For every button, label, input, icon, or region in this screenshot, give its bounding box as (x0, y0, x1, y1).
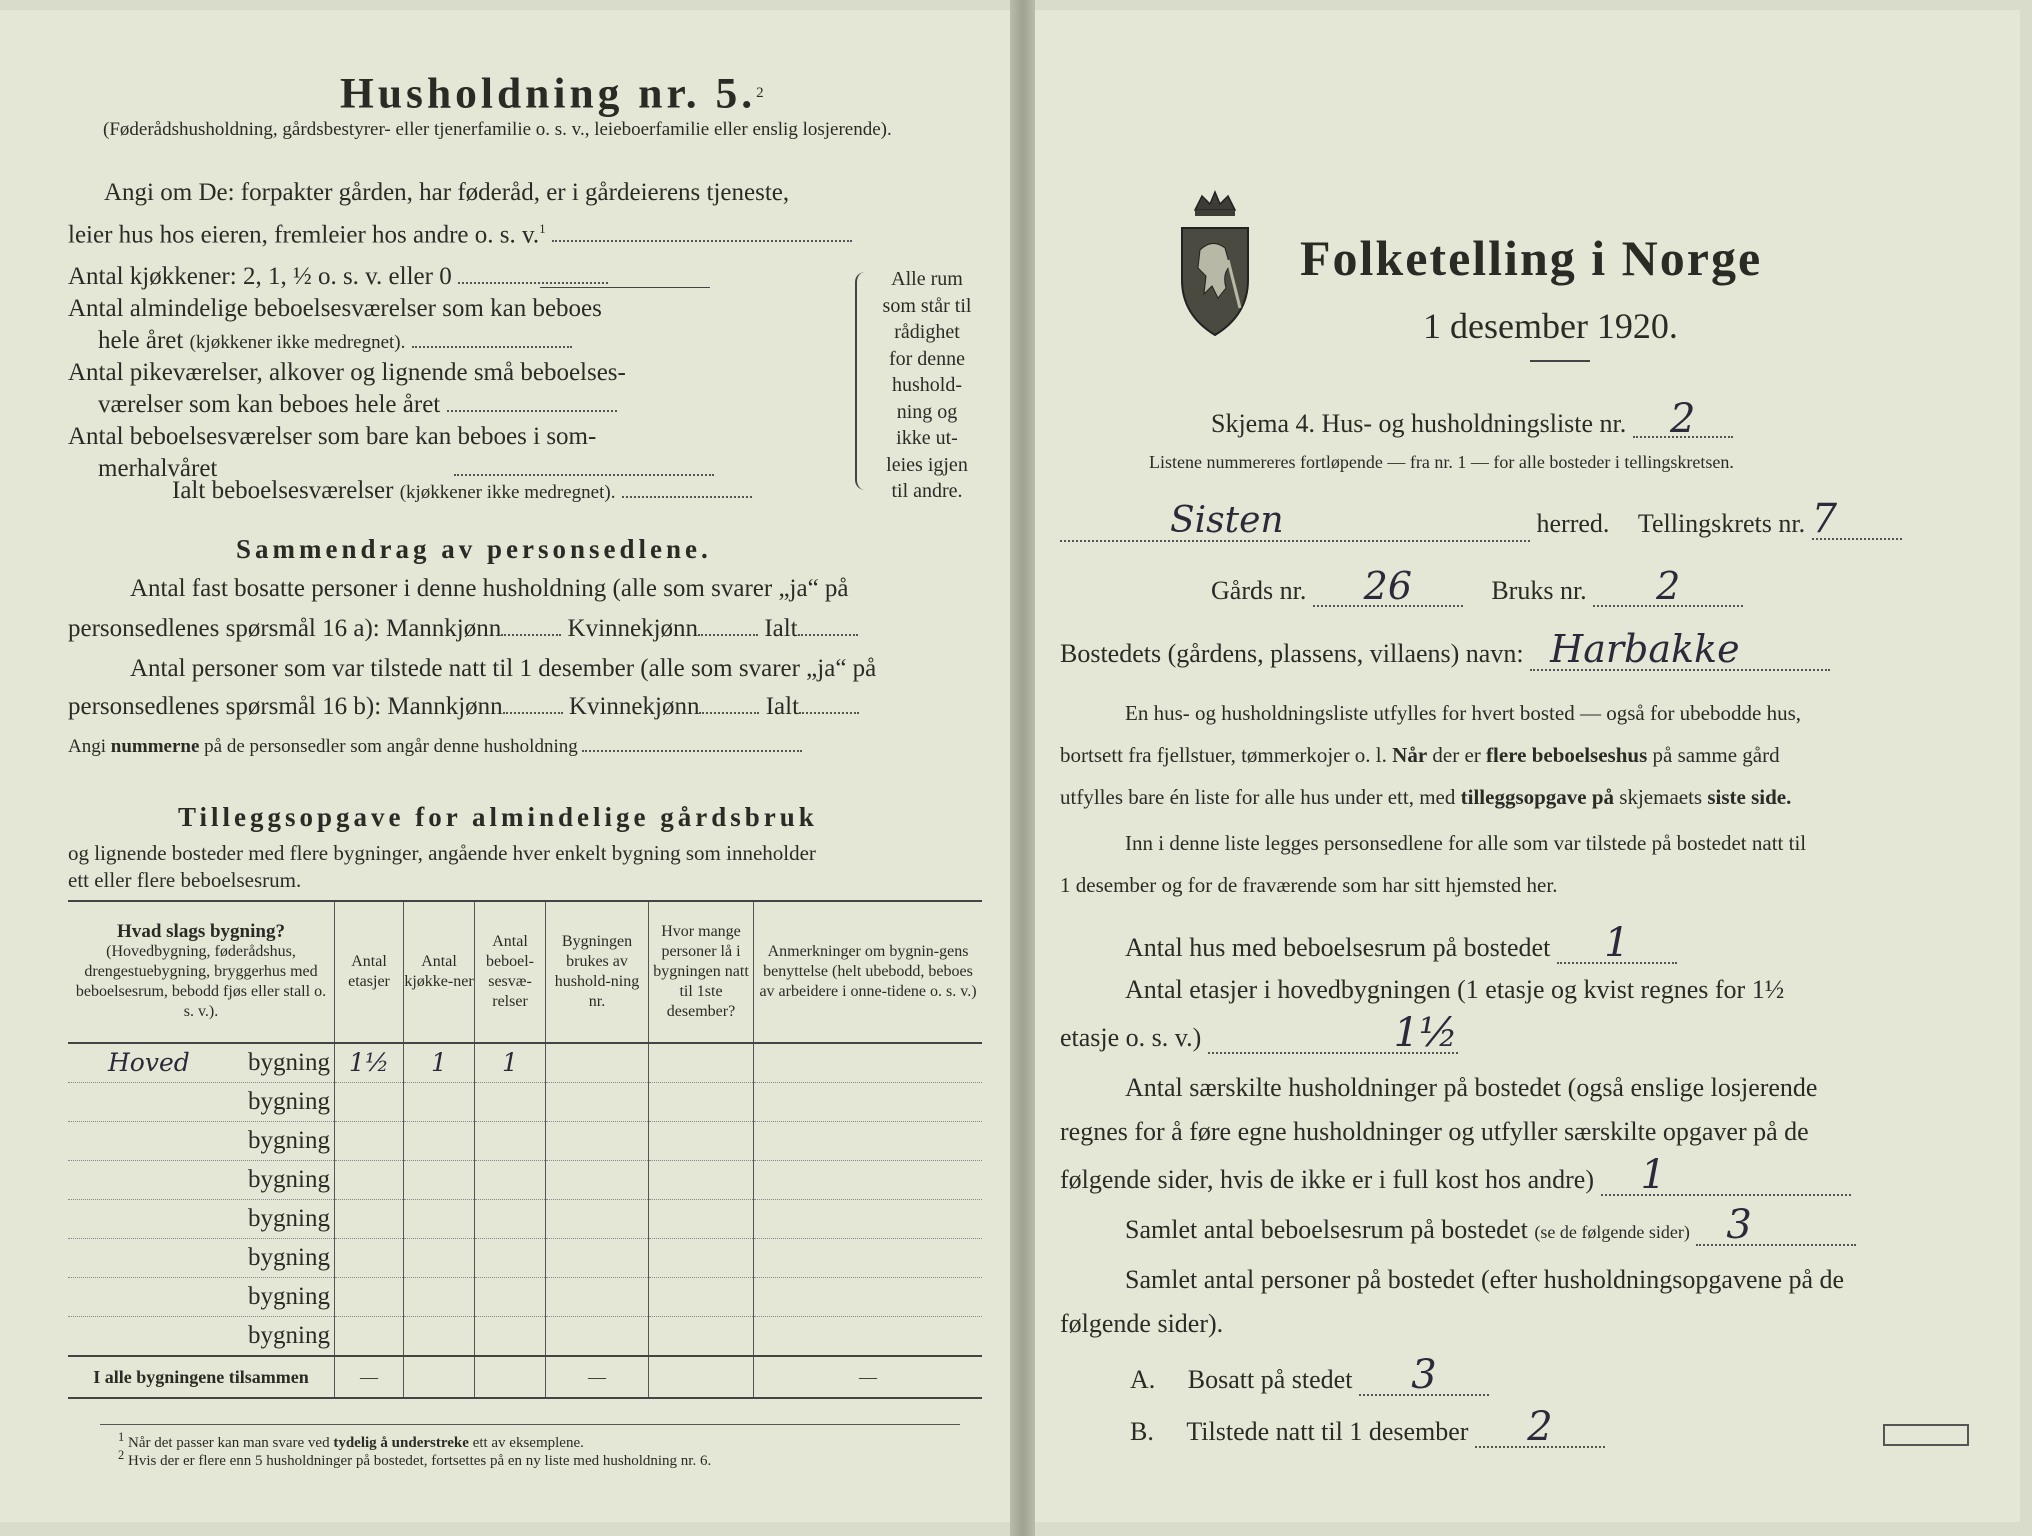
etasjer-cell[interactable] (335, 1161, 404, 1200)
sammendrag-title: Sammendrag av personsedlene. (236, 534, 712, 564)
vaerelser-cell[interactable] (475, 1161, 546, 1200)
footnote-1: $^1$ Når det passer kan man svare ved tydelig å understreke ett av eksemplene. (118, 1430, 584, 1451)
personer-cell[interactable] (649, 1161, 754, 1200)
kjokkener-cell[interactable] (404, 1161, 475, 1200)
skjema-number-field[interactable]: 2 (1633, 402, 1733, 438)
total-row (68, 1356, 982, 1398)
tellingskrets-field[interactable]: 7 (1812, 500, 1902, 540)
etasjer-cell[interactable] (335, 1317, 404, 1357)
bosted-line: Bostedets (gårdens, plassens, villaens) navn: Harbakke (1060, 630, 1830, 674)
title-rule (1530, 360, 1590, 362)
bosted-field[interactable]: Harbakke (1530, 630, 1830, 671)
building-type-cell[interactable]: bygning (68, 1239, 335, 1278)
samlet-rum-line: Samlet antal beboelsesrum på bostedet (se de følgende sider) 3 (1125, 1206, 1856, 1252)
fast-line-2: personsedlenes spørsmål 16 a): Mannkjønn Kvinnekjønn Ialt (68, 612, 858, 646)
almindelige-line-1: Antal almindelige beboelsesværelser som kan beboes (68, 295, 602, 322)
building-type-cell[interactable]: bygning (68, 1200, 335, 1239)
hus-field[interactable]: 1 (1557, 924, 1677, 964)
instructions-2b: 1 desember og for de fraværende som har sitt hjemsted her. (1060, 873, 1558, 897)
kjokkener-cell[interactable]: 1 (404, 1043, 475, 1083)
kjokkener-underline (540, 287, 710, 288)
table-row (68, 1083, 982, 1122)
husholdning-cell[interactable] (546, 1278, 649, 1317)
etasjer-line-1: Antal etasjer i hovedbygningen (1 etasje og kvist regnes for 1½ (1125, 975, 1785, 1004)
anmerkninger-cell[interactable] (754, 1278, 983, 1317)
header-type: Hvad slags bygning? (Hovedbygning, føderådshus, drengestuebygning, bryggerhus med beboelsesrum, bebodd fjøs eller stall o. s. v.). (68, 901, 335, 1043)
pike-line-2: værelser som kan beboes hele året (98, 388, 617, 422)
household-intro: (Føderådshusholdning, gårdsbestyrer- eller tjenerfamilie o. s. v., leieboerfamilie eller enslig losjerende). (103, 119, 892, 140)
total-kjokkener[interactable] (404, 1356, 475, 1398)
saerskilte-line-3: følgende sider, hvis de ikke er i full kost hos andre) 1 (1060, 1156, 1851, 1200)
bruks-field[interactable]: 2 (1593, 568, 1743, 607)
coat-of-arms-icon (1170, 190, 1260, 340)
personer-cell[interactable] (649, 1278, 754, 1317)
personer-cell[interactable] (649, 1317, 754, 1357)
personer-cell[interactable] (649, 1043, 754, 1083)
kjokkener-line: Antal kjøkkener: 2, 1, ½ o. s. v. eller 0 (68, 260, 608, 294)
etasjer-cell[interactable] (335, 1200, 404, 1239)
samlet-pers-line-2: følgende sider). (1060, 1309, 1224, 1338)
angi-line-1: Angi om De: forpakter gården, har føderåd, er i gårdeierens tjeneste, (104, 179, 790, 206)
ialt-line: Ialt beboelsesværelser (kjøkkener ikke medregnet). (172, 474, 752, 510)
ialt-answer[interactable] (622, 496, 752, 498)
husholdning-cell[interactable] (546, 1122, 649, 1161)
building-type-cell[interactable]: bygning (68, 1161, 335, 1200)
household-title: Husholdning nr. 5.$^2$ (340, 69, 764, 118)
total-personer[interactable] (649, 1356, 754, 1398)
anmerkninger-cell[interactable] (754, 1200, 983, 1239)
right-page (1035, 10, 2020, 1522)
building-table-header (68, 901, 982, 1043)
sommer-line-2: merhalvåret (98, 452, 714, 486)
pike-answer[interactable] (447, 410, 617, 412)
tillegg-line-1: og lignende bosteder med flere bygninger, angående hver enkelt bygning som inneholder (68, 841, 816, 865)
vaerelser-cell[interactable] (475, 1317, 546, 1357)
total-husholdning: — (546, 1356, 649, 1398)
etasjer-cell[interactable]: 1½ (335, 1043, 404, 1083)
vaerelser-cell[interactable] (475, 1239, 546, 1278)
instructions-2a: Inn i denne liste legges personsedlene for alle som var tilstede på bostedet natt til (1125, 831, 1807, 855)
fast-line-1: Antal fast bosatte personer i denne husholdning (alle som svarer „ja“ på (130, 575, 849, 602)
angi-line-2: leier hus hos eieren, fremleier hos andre o. s. v.$^1$ (68, 212, 852, 252)
header-husholdning: Bygningen brukes av hushold-ning nr. (546, 901, 649, 1043)
pike-line-1: Antal pikeværelser, alkover og lignende små beboelses- (68, 359, 626, 386)
building-type-cell[interactable]: bygning (68, 1317, 335, 1357)
etasjer-cell[interactable] (335, 1278, 404, 1317)
kjokkener-cell[interactable] (404, 1083, 475, 1122)
fast-kvinne-answer[interactable] (698, 634, 758, 636)
kjokkener-cell[interactable] (404, 1200, 475, 1239)
anmerkninger-cell[interactable] (754, 1043, 983, 1083)
header-personer: Hvor mange personer lå i bygningen natt til 1ste desember? (649, 901, 754, 1043)
herred-line: Sisten herred. Tellingskrets nr. 7 (1060, 500, 1902, 544)
saerskilte-line-1: Antal særskilte husholdninger på bostedet (også enslige losjerende (1125, 1073, 1818, 1102)
vaerelser-cell[interactable] (475, 1122, 546, 1161)
samlet-pers-line-1: Samlet antal personer på bostedet (efter husholdningsopgavene på de (1125, 1265, 1845, 1294)
table-row (68, 1043, 982, 1083)
total-label: I alle bygningene tilsammen (68, 1356, 335, 1398)
vaerelser-cell[interactable]: 1 (475, 1043, 546, 1083)
total-etasjer: — (335, 1356, 404, 1398)
building-type-cell[interactable]: Hoved bygning (68, 1043, 335, 1083)
husholdning-cell[interactable] (546, 1161, 649, 1200)
tilstede-ialt-answer[interactable] (799, 712, 859, 714)
etasjer-cell[interactable] (335, 1083, 404, 1122)
building-type-cell[interactable]: bygning (68, 1278, 335, 1317)
tilstede-line-2: personsedlenes spørsmål 16 b): Mannkjønn Kvinnekjønn Ialt (68, 690, 859, 724)
printer-stamp (1883, 1424, 1969, 1446)
table-row (68, 1278, 982, 1317)
table-row (68, 1239, 982, 1278)
vaerelser-cell[interactable] (475, 1278, 546, 1317)
instructions-1c: utfylles bare én liste for alle hus under ett, med tilleggsopgave på skjemaets siste side. (1060, 785, 1792, 809)
vaerelser-cell[interactable] (475, 1083, 546, 1122)
table-row (68, 1161, 982, 1200)
husholdning-cell[interactable] (546, 1317, 649, 1357)
footnote-rule (100, 1424, 960, 1425)
table-row (68, 1200, 982, 1239)
building-table (68, 900, 982, 1399)
etasjer-cell[interactable] (335, 1239, 404, 1278)
angi-nummer-line: Angi nummerne på de personsedler som angår denne husholdning (68, 730, 802, 764)
anmerkninger-cell[interactable] (754, 1083, 983, 1122)
kjokkener-answer[interactable] (458, 282, 608, 284)
samlet-rum-field[interactable]: 3 (1696, 1206, 1856, 1246)
husholdning-cell[interactable] (546, 1239, 649, 1278)
fast-mann-answer[interactable] (501, 634, 561, 636)
kjokkener-cell[interactable] (404, 1239, 475, 1278)
etasjer-field[interactable]: 1½ (1208, 1014, 1458, 1054)
personer-cell[interactable] (649, 1083, 754, 1122)
bosatt-line: A. Bosatt på stedet 3 (1130, 1356, 1489, 1400)
tilstede-line: B. Tilstede natt til 1 desember 2 (1130, 1408, 1605, 1452)
bosatt-field[interactable]: 3 (1359, 1356, 1489, 1396)
form-title: Folketelling i Norge (1300, 230, 1763, 286)
tillegg-line-2: ett eller flere beboelsesrum. (68, 868, 302, 892)
fast-ialt-answer[interactable] (798, 634, 858, 636)
saerskilte-field[interactable]: 1 (1601, 1156, 1851, 1196)
tilstede-field[interactable]: 2 (1475, 1408, 1605, 1448)
anmerkninger-cell[interactable] (754, 1317, 983, 1357)
instructions-1a: En hus- og husholdningsliste utfylles for hvert bosted — også for ubebodde hus, (1125, 701, 1801, 725)
header-vaerelser: Antal beboel-sesvæ-relser (475, 901, 546, 1043)
total-vaerelser[interactable] (475, 1356, 546, 1398)
tillegg-title: Tilleggsopgave for almindelige gårdsbruk (178, 802, 818, 832)
building-type-cell[interactable]: bygning (68, 1122, 335, 1161)
personer-cell[interactable] (649, 1200, 754, 1239)
kjokkener-cell[interactable] (404, 1278, 475, 1317)
anmerkninger-cell[interactable] (754, 1161, 983, 1200)
table-row (68, 1122, 982, 1161)
husholdning-cell[interactable] (546, 1200, 649, 1239)
form-date: 1 desember 1920. (1423, 306, 1678, 346)
building-type-cell[interactable]: bygning (68, 1083, 335, 1122)
personer-cell[interactable] (649, 1122, 754, 1161)
total-anmerkninger: — (754, 1356, 983, 1398)
etasjer-line-2: etasje o. s. v.) 1½ (1060, 1010, 1458, 1056)
listene-note: Listene nummereres fortløpende — fra nr. 1 — for alle bosteder i tellingskretsen. (1149, 452, 1734, 472)
footnote-2: $^2$ Hvis der er flere enn 5 husholdninger på bostedet, fortsettes på en ny liste med husholdning nr. 6. (118, 1448, 712, 1469)
herred-field[interactable]: Sisten (1060, 501, 1530, 542)
tilstede-mann-answer[interactable] (503, 712, 563, 714)
left-page (0, 10, 1010, 1522)
gards-line: Gårds nr. 26 Bruks nr. 2 (1211, 568, 1743, 611)
kjokkener-cell[interactable] (404, 1122, 475, 1161)
husholdning-cell[interactable] (546, 1083, 649, 1122)
angi-nummer-answer[interactable] (582, 750, 802, 752)
etasjer-cell[interactable] (335, 1122, 404, 1161)
personer-cell[interactable] (649, 1239, 754, 1278)
anmerkninger-cell[interactable] (754, 1239, 983, 1278)
skjema-line: Skjema 4. Hus- og husholdningsliste nr. 2 (1211, 402, 1733, 444)
kjokkener-cell[interactable] (404, 1317, 475, 1357)
husholdning-cell[interactable] (546, 1043, 649, 1083)
anmerkninger-cell[interactable] (754, 1122, 983, 1161)
brace-note: Alle rum som står til rådighet for denne hushold- ning og ikke ut- leies igjen til andre. (882, 268, 972, 502)
almindelige-answer[interactable] (412, 346, 572, 348)
hus-line: Antal hus med beboelsesrum på bostedet 1 (1125, 924, 1677, 968)
sommer-line-1: Antal beboelsesværelser som bare kan beboes i som- (68, 423, 597, 450)
angi-answer-line[interactable] (552, 240, 852, 242)
vaerelser-cell[interactable] (475, 1200, 546, 1239)
gards-field[interactable]: 26 (1313, 568, 1463, 607)
page-fold (1010, 0, 1035, 1536)
header-kjokkener: Antal kjøkke-ner (404, 901, 475, 1043)
almindelige-line-2: hele året (kjøkkener ikke medregnet). (98, 324, 572, 360)
saerskilte-line-2: regnes for å føre egne husholdninger og utfyller særskilte opgaver på de (1060, 1117, 1809, 1146)
tilstede-line-1: Antal personer som var tilstede natt til 1 desember (alle som svarer „ja“ på (130, 655, 877, 682)
tilstede-kvinne-answer[interactable] (699, 712, 759, 714)
table-row (68, 1317, 982, 1357)
header-etasjer: Antal etasjer (335, 901, 404, 1043)
header-anmerkninger: Anmerkninger om bygnin-gens benyttelse (helt ubebodd, beboes av arbeidere i onne-tidene o. s. v.) (754, 901, 983, 1043)
instructions-1b: bortsett fra fjellstuer, tømmerkojer o. l. Når der er flere beboelseshus på samme gård (1060, 743, 1780, 767)
